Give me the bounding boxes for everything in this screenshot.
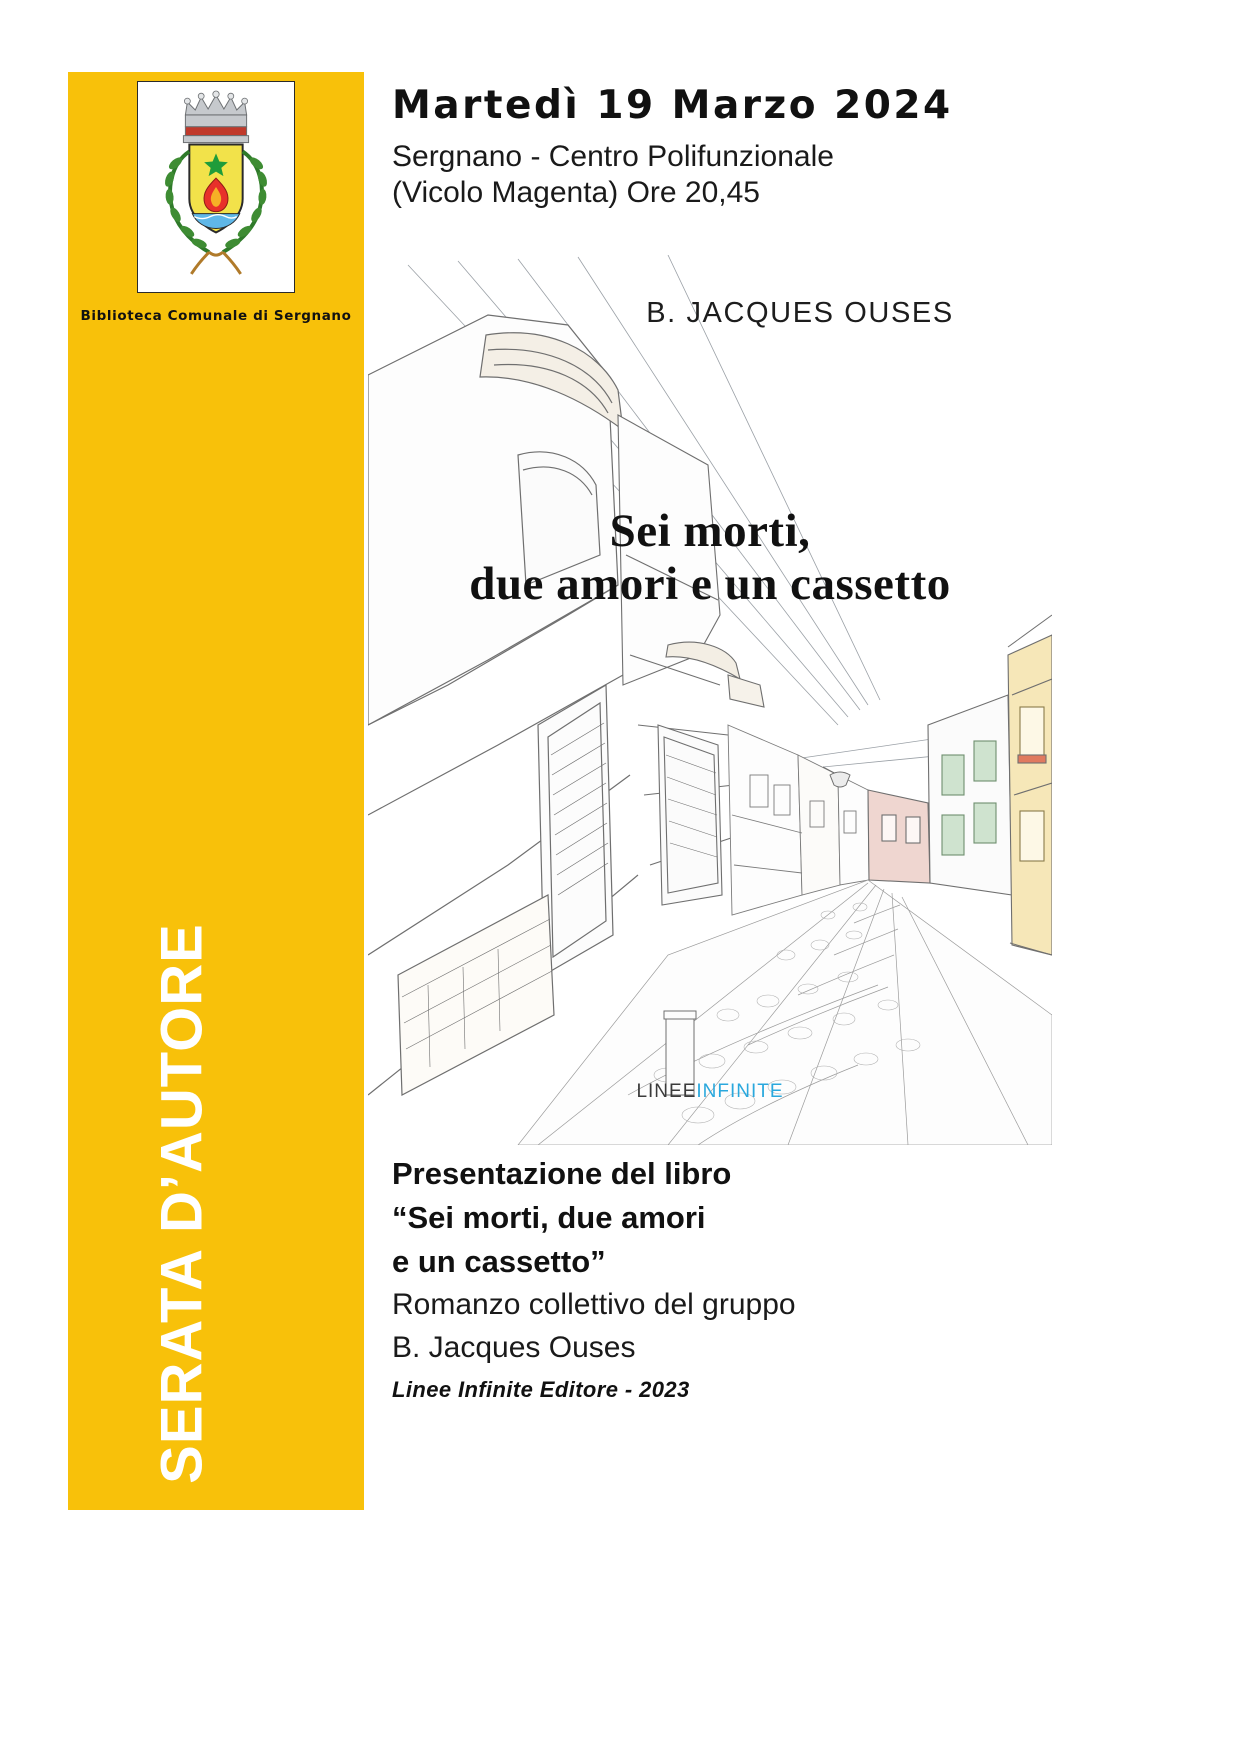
cover-publisher-logo <box>368 1081 1052 1103</box>
publisher-name-part-1: LINEE <box>636 1081 697 1102</box>
coat-of-arms-box <box>137 81 295 293</box>
cover-author: B. JACQUES OUSES <box>646 297 954 329</box>
description-publisher-line: Linee Infinite Editore - 2023 <box>392 1377 690 1403</box>
description-line-4: Romanzo collettivo del gruppo <box>392 1288 796 1322</box>
street-perspective-line-drawing <box>368 255 1052 1145</box>
event-place: Sergnano - Centro Polifunzionale <box>392 139 834 173</box>
description-line-2: “Sei morti, due amori <box>392 1200 706 1236</box>
book-description-block <box>392 1152 1082 1403</box>
library-caption: Biblioteca Comunale di Sergnano <box>80 308 352 324</box>
event-date: Martedì 19 Marzo 2024 <box>392 83 953 128</box>
coat-of-arms-icon <box>138 82 294 292</box>
cover-title-line-1: Sei morti, <box>609 505 811 557</box>
poster-vertical-title: SERATA D’AUTORE <box>149 923 215 1484</box>
cover-title <box>368 505 1052 610</box>
description-line-3: e un cassetto” <box>392 1244 606 1280</box>
cover-title-line-2: due amori e un cassetto <box>469 557 951 610</box>
event-time: (Vicolo Magenta) Ore 20,45 <box>392 176 760 210</box>
description-line-1: Presentazione del libro <box>392 1156 732 1191</box>
publisher-name-part-2: INFINITE <box>696 1081 784 1102</box>
description-line-5: B. Jacques Ouses <box>392 1330 636 1364</box>
event-header <box>392 84 1064 212</box>
book-cover-image <box>368 255 1052 1145</box>
